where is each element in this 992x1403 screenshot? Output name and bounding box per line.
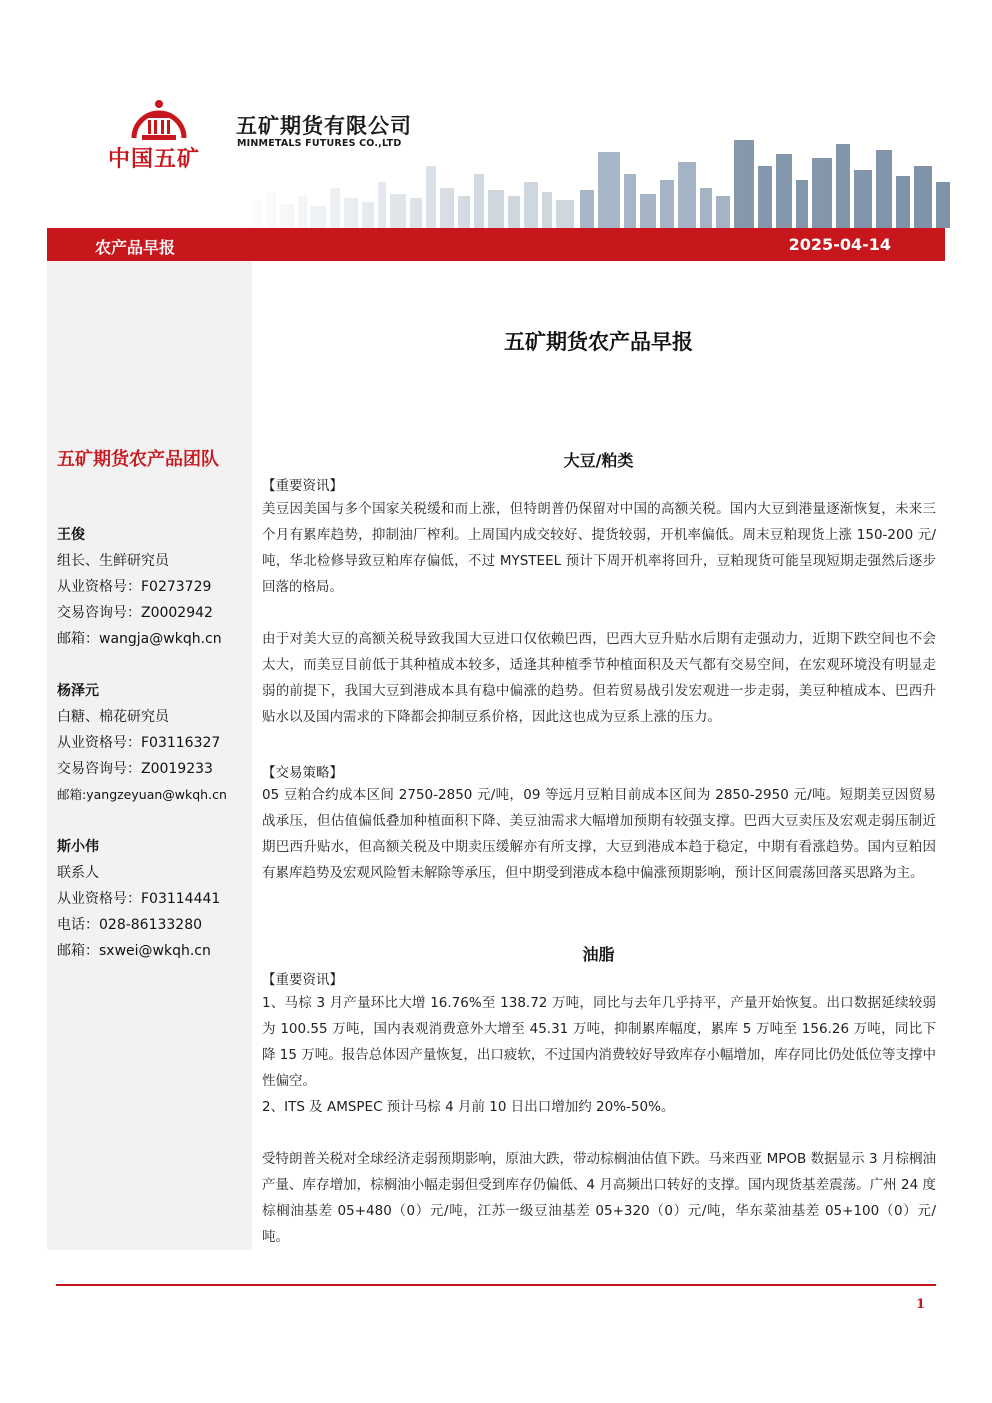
- member-role: 联系人: [57, 865, 99, 881]
- member-consult-license: 交易咨询号：Z0002942: [57, 605, 213, 621]
- member-name: 斯小伟: [57, 839, 99, 855]
- member-license: 从业资格号：F03116327: [57, 735, 221, 751]
- member-license: 从业资格号：F0273729: [57, 579, 212, 595]
- member-role: 组长、生鲜研究员: [57, 553, 169, 569]
- page-header: [0, 0, 992, 228]
- report-title: 五矿期货农产品早报: [504, 330, 693, 354]
- company-name-en: MINMETALS FUTURES CO.,LTD: [237, 138, 402, 149]
- soy-news-paragraph-1: 美豆因美国与多个国家关税缓和而上涨，但特朗普仍保留对中国的高额关税。国内大豆到港量逐渐恢复，未来三个月有累库趋势，抑制油厂榨利。上周国内成交较好、提货较弱，开机率偏低。周末豆粕现货上涨 150-200 元/吨，华北检修导致豆粕库存偏低，不过 MYSTEEL 预计下周开机率将回升，豆粕现货可能呈现短期走强然后逐步回落的格局。: [262, 501, 936, 595]
- team-member: [57, 522, 222, 652]
- member-name: 王俊: [57, 527, 85, 543]
- company-name-cn: 五矿期货有限公司: [236, 114, 412, 138]
- oil-news-tag: 【重要资讯】: [262, 972, 343, 988]
- soy-news-paragraph-2: 由于对美大豆的高额关税导致我国大豆进口仅依赖巴西，巴西大豆升贴水后期有走强动力，近期下跌空间也不会太大，而美豆目前低于其种植成本较多，适逢其种植季节种植面积及天气都有交易空间，在宏观环境没有明显走弱的前提下，我国大豆到港成本具有稳中偏涨的趋势。但若贸易战引发宏观进一步走弱，美豆种植成本、巴西升贴水以及国内需求的下降都会抑制豆系价格，因此这也成为豆系上涨的压力。: [262, 631, 936, 725]
- team-member: [57, 678, 227, 808]
- oil-news-paragraph-2: 2、ITS 及 AMSPEC 预计马棕 4 月前 10 日出口增加约 20%-50%。: [262, 1099, 675, 1115]
- member-role: 白糖、棉花研究员: [57, 709, 169, 725]
- soy-strategy-tag: 【交易策略】: [262, 765, 343, 781]
- member-email: 邮箱：wangja@wkqh.cn: [57, 631, 222, 647]
- member-email: 邮箱：sxwei@wkqh.cn: [57, 943, 211, 959]
- footer-divider: [56, 1284, 936, 1286]
- member-name: 杨泽元: [57, 683, 99, 699]
- team-member: [57, 834, 220, 964]
- member-license: 从业资格号：F03114441: [57, 891, 221, 907]
- soy-news-tag: 【重要资讯】: [262, 478, 343, 494]
- section-title-soy: 大豆/粕类: [563, 451, 634, 470]
- member-consult-license: 交易咨询号：Z0019233: [57, 761, 213, 777]
- member-email: 邮箱:yangzeyuan@wkqh.cn: [57, 787, 227, 802]
- logo-text: 中国五矿: [108, 147, 201, 172]
- minmetals-emblem-icon: [128, 92, 190, 144]
- report-band: [47, 228, 945, 261]
- page-number: 1: [916, 1297, 926, 1312]
- soy-strategy-paragraph: 05 豆粕合约成本区间 2750-2850 元/吨，09 等远月豆粕目前成本区间为 2850-2950 元/吨。短期美豆因贸易战承压，但估值偏低叠加种植面积下降、美豆油需求大幅增加预期有较强支撑。巴西大豆卖压及宏观走弱压制近期巴西升贴水，但高额关税及中期卖压缓解亦有所支撑，大豆到港成本趋于稳定，中期有看涨趋势。国内豆粕因有累库趋势及宏观风险暂未解除等承压，但中期受到港成本稳中偏涨预期影响，预计区间震荡回落买思路为主。: [262, 787, 936, 881]
- section-title-oil: 油脂: [582, 945, 615, 964]
- city-skyline-banner: [240, 70, 960, 228]
- member-phone: 电话：028-86133280: [57, 917, 203, 933]
- team-sidebar: [47, 261, 252, 1250]
- report-type-label: 农产品早报: [95, 238, 176, 257]
- oil-news-paragraph-3: 受特朗普关税对全球经济走弱预期影响，原油大跌，带动棕榈油估值下跌。马来西亚 MPOB 数据显示 3 月棕榈油产量、库存增加，棕榈油小幅走弱但受到库存仍偏低、4 月高频出口转好的支撑。国内现货基差震荡。广州 24 度棕榈油基差 05+480（0）元/吨，江苏一级豆油基差 05+320（0）元/吨，华东菜油基差 05+100（0）元/吨。: [262, 1151, 936, 1245]
- team-title: 五矿期货农产品团队: [57, 449, 219, 470]
- oil-news-paragraph-1: 1、马棕 3 月产量环比大增 16.76%至 138.72 万吨，同比与去年几乎持平，产量开始恢复。出口数据延续较弱为 100.55 万吨，国内表观消费意外大增至 45.31 万吨，抑制累库幅度，累库 5 万吨至 156.26 万吨，同比下降 15 万吨。报告总体因产量恢复，出口疲软，不过国内消费较好导致库存小幅增加，库存同比仍处低位等支撑中性偏空。: [262, 995, 936, 1089]
- report-date: 2025-04-14: [788, 235, 891, 254]
